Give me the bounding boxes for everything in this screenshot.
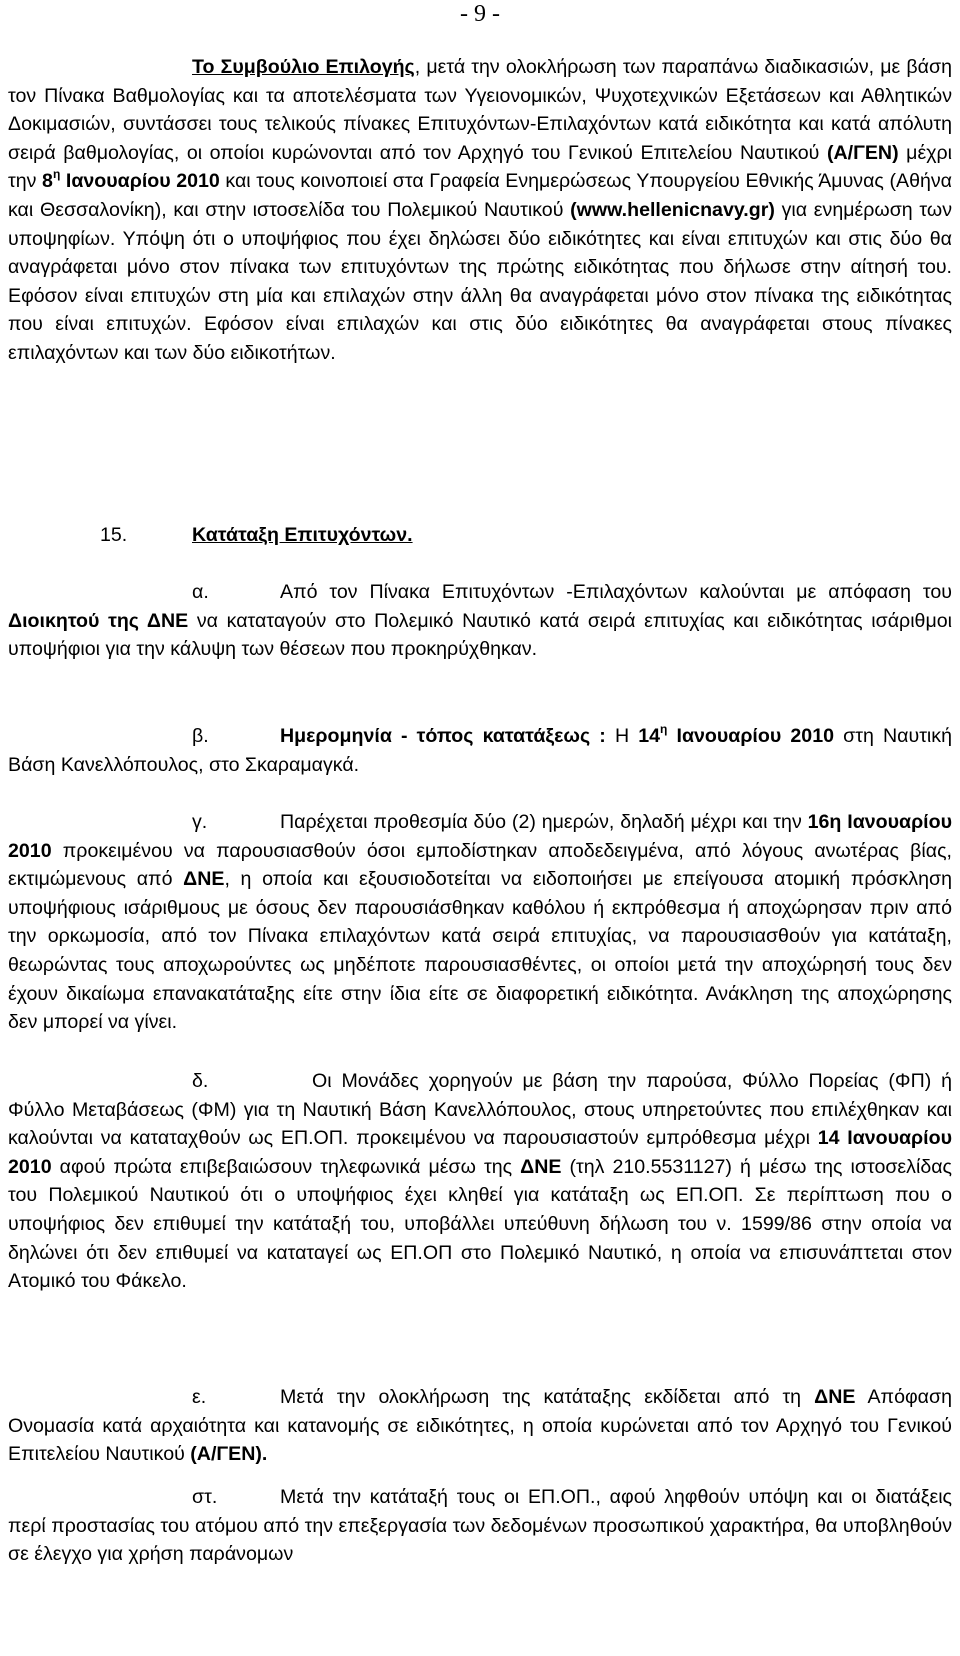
board-name: Το Συμβούλιο Επιλογής xyxy=(192,56,415,78)
item-a: α. Από τον Πίνακα Επιτυχόντων -Επιλαχόντων καλούνται με απόφαση του Διοικητού της ΔΝΕ να καταταγούν στο Πολεμικό Ναυτικό κατά σειρά επιτυχίας και ειδικότητας ισάριθμοι υποψήφιοι για την κάλυψη των θέσεων που προκηρύχθηκαν. xyxy=(8,578,952,664)
item-c: γ. Παρέχεται προθεσμία δύο (2) ημερών, δηλαδή μέχρι και την 16η Ιανουαρίου 2010 προκειμένου να παρουσιασθούν όσοι εμποδίστηκαν αποδεδειγμένα, από λόγους ανωτέρας βίας, εκτιμώμενους από ΔΝΕ, η οποία και εξουσιοδοτείται να ειδοποιήσει με επείγουσα ατομική πρόσκληση υποψήφιους ισάριθμους με όσους δεν παρουσιάσθηκαν καθόλου ή εκπρόθεσμα ή αποχώρησαν πριν από την ορκωμοσία, από τον Πίνακα επιλαχόντων κατά σειρά επιτυχίας, να παρουσιασθούν για κατάταξη, θεωρώντας τους αποχωρούντες ως μηδέποτε παρουσιασθέντες, οι οποίοι μετά την αποχώρησή τους δεν έχουν δικαίωμα επανακατάταξης είτε στην ίδια είτε σε διαφορετική ειδικότητα. Ανάκληση της αποχώρησης δεν μπορεί να γίνει. xyxy=(8,808,952,1037)
intro-paragraph: Το Συμβούλιο Επιλογής, μετά την ολοκλήρωση των παραπάνω διαδικασιών, με βάση τον Πίνακα Βαθμολογίας και τα αποτελέσματα των Υγειονομικών, Ψυχοτεχνικών Εξετάσεων και Αθλητικών Δοκιμασιών, συντάσσει τους τελικούς πίνακες Επιτυχόντων-Επιλαχόντων κατά ειδικότητα και κατά απόλυτη σειρά βαθμολογίας, οι οποίοι κυρώνονται από τον Αρχηγό του Γενικού Επιτελείου Ναυτικού (Α/ΓΕΝ) μέχρι την $8^\eta$ Ιανουαρίου 2010 και τους κοινοποιεί στα Γραφεία Ενημερώσεως Υπουργείου Εθνικής Άμυνας (Αθήνα και Θεσσαλονίκη), και στην ιστοσελίδα του Πολεμικού Ναυτικού (www.hellenicnavy.gr) για ενημέρωση των υποψηφίων. Υπόψη ότι ο υποψήφιος που έχει δηλώσει δύο ειδικότητες και είναι επιτυχών και στις δύο θα αναγράφεται μόνο στον πίνακα των επιτυχόντων της πρώτης ειδικότητας που δήλωσε στην αίτησή του. Εφόσον είναι επιτυχών στη μία και επιλαχών στην άλλη θα αναγράφεται μόνο στον πίνακα της ειδικότητας που είναι επιτυχών. Εφόσον είναι επιλαχών και στις δύο ειδικότητες θα αναγράφεται στους πίνακες επιλαχόντων και των δύο ειδικοτήτων. xyxy=(8,56,952,364)
item-st: στ. Μετά την κατάταξή τους οι ΕΠ.ΟΠ., αφού ληφθούν υπόψη και οι διατάξεις περί προστασίας του ατόμου από την επεξεργασία των δεδομένων προσωπικού χαρακτήρα, θα υποβληθούν σε έλεγχο για χρήση παράνομων xyxy=(8,1483,952,1569)
item-d: δ. Οι Μονάδες χορηγούν με βάση την παρούσα, Φύλλο Πορείας (ΦΠ) ή Φύλλο Μεταβάσεως (ΦΜ) για τη Ναυτική Βάση Κανελλόπουλος, στους υπηρετούντες που επιλέχθηκαν και καλούνται να καταταχθούν ως ΕΠ.ΟΠ. προκειμένου να παρουσιαστούν εμπρόθεσμα μέχρι 14 Ιανουαρίου 2010 αφού πρώτα επιβεβαιώσουν τηλεφωνικά μέσω της ΔΝΕ (τηλ 210.5531127) ή μέσω της ιστοσελίδας του Πολεμικού Ναυτικού ότι ο υποψήφιος έχει κληθεί για κατάταξη ως ΕΠ.ΟΠ. Σε περίπτωση που ο υποψήφιος δεν επιθυμεί την κατάταξή του, υποβάλλει υπεύθυνη δήλωση του ν. 1599/86 στην οποία να δηλώνει ότι δεν επιθυμεί να καταταγεί ως ΕΠ.ΟΠ στο Πολεμικό Ναυτικό, η οποία να επισυνάπτεται στον Ατομικό του Φάκελο. xyxy=(8,1067,952,1296)
section-number: 15. xyxy=(100,524,128,546)
item-e-label: ε. xyxy=(192,1386,207,1408)
item-d-label: δ. xyxy=(192,1070,209,1092)
item-a-label: α. xyxy=(192,581,209,603)
item-c-label: γ. xyxy=(192,811,208,833)
page-number: - 9 - xyxy=(460,1,500,27)
item-b-label: β. xyxy=(192,725,209,747)
item-st-label: στ. xyxy=(192,1486,218,1508)
item-e: ε. Μετά την ολοκλήρωση της κατάταξης εκδίδεται από τη ΔΝΕ Απόφαση Ονομασία κατά αρχαιότητα και κατανομής σε ειδικότητες, η οποία κυρώνεται από τον Αρχηγό του Γενικού Επιτελείου Ναυτικού (Α/ΓΕΝ). xyxy=(8,1383,952,1469)
section-heading xyxy=(100,521,413,550)
website-link: (www.hellenicnavy.gr) xyxy=(570,198,775,221)
item-b: β. Ημερομηνία - τόπος κατατάξεως : Η $14^\eta$ Ιανουαρίου 2010 στη Ναυτική Βάση Κανελλόπουλος, στο Σκαραμαγκά. xyxy=(8,722,952,776)
section-title: Κατάταξη Επιτυχόντων. xyxy=(192,524,413,546)
